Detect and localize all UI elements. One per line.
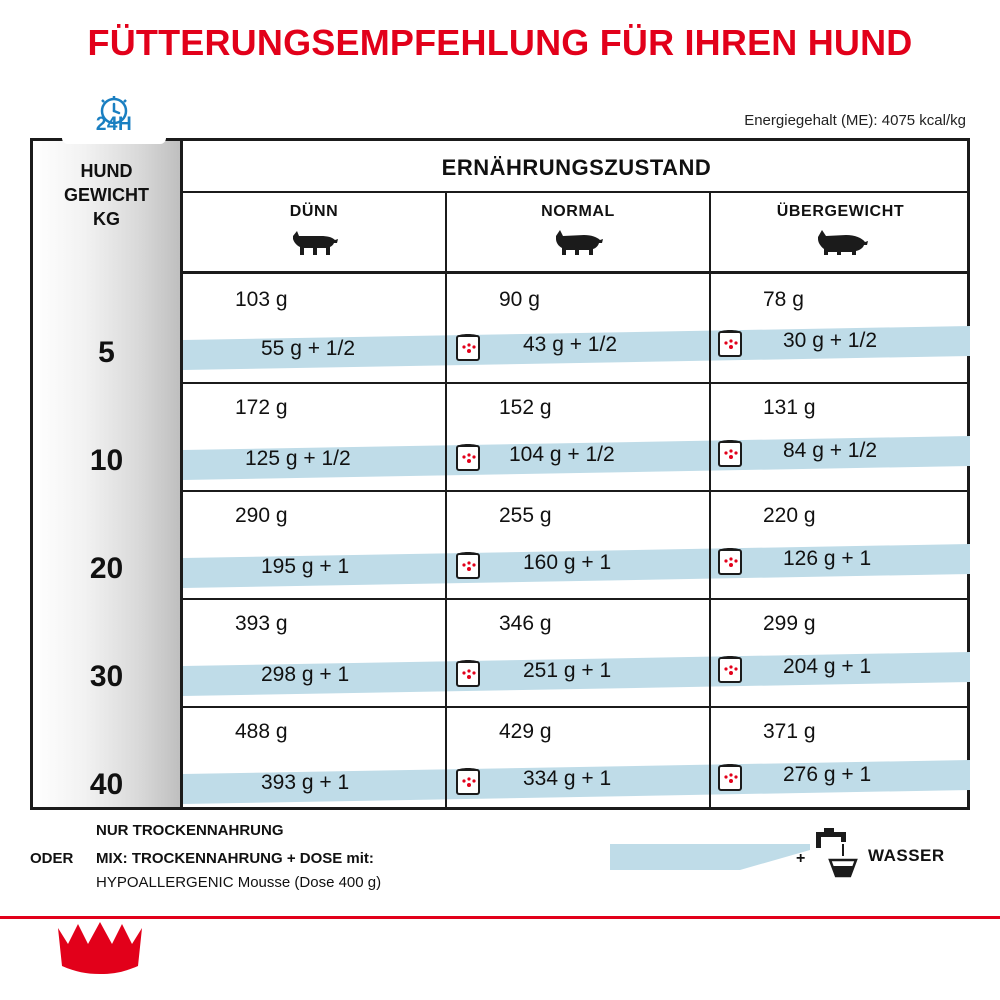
weight-header-line-3: KG [93, 209, 120, 229]
can-icon [717, 544, 743, 576]
legend-oder-label: ODER [30, 850, 74, 867]
page-title: FÜTTERUNGSEMPFEHLUNG FÜR IHREN HUND [87, 22, 913, 63]
footer-rule [0, 916, 1000, 919]
row-weight-20: 20 [89, 552, 124, 585]
mix-value-5-thin: 55 g + 1/2 [261, 337, 355, 360]
row-weight-30: 30 [89, 660, 124, 693]
mix-value-40-normal: 334 g + 1 [523, 767, 612, 790]
dry-value-10-normal: 152 g [499, 396, 552, 419]
condition-header-thin [183, 193, 445, 271]
legend-water-label: WASSER [868, 846, 945, 865]
mix-value-5-overweight: 30 g + 1/2 [783, 329, 877, 352]
dry-value-20-thin: 290 g [235, 504, 288, 527]
mix-value-20-overweight: 126 g + 1 [783, 547, 872, 570]
legend-blue-arrow [610, 844, 810, 870]
can-icon [455, 764, 481, 796]
can-icon [717, 326, 743, 358]
table-row-40 [183, 708, 970, 808]
row-weight-10: 10 [89, 444, 124, 477]
can-icon [455, 330, 481, 362]
mix-value-30-thin: 298 g + 1 [261, 663, 350, 686]
dry-value-30-normal: 346 g [499, 612, 552, 635]
condition-label-normal: NORMAL [541, 203, 615, 220]
dog-normal-icon [447, 227, 709, 262]
dry-value-40-normal: 429 g [499, 720, 552, 743]
mix-value-30-overweight: 204 g + 1 [783, 655, 872, 678]
mix-value-40-overweight: 276 g + 1 [783, 763, 872, 786]
dry-value-40-thin: 488 g [235, 720, 288, 743]
dog-overweight-icon [711, 227, 970, 262]
can-icon [717, 436, 743, 468]
header-vline-2 [709, 193, 711, 271]
header-vline-1 [445, 193, 447, 271]
legend-dry-only: NUR TROCKENNAHRUNG [96, 822, 284, 839]
dry-value-40-overweight: 371 g [763, 720, 816, 743]
legend-mix-line: MIX: TROCKENNAHRUNG + DOSE mit: [96, 850, 374, 867]
condition-label-overweight: ÜBERGEWICHT [776, 203, 905, 220]
legend-mix-sub: HYPOALLERGENIC Mousse (Dose 400 g) [96, 874, 382, 891]
dry-value-10-overweight: 131 g [763, 396, 816, 419]
dry-value-5-overweight: 78 g [763, 288, 804, 311]
mix-value-10-normal: 104 g + 1/2 [509, 443, 615, 466]
can-icon [455, 440, 481, 472]
dry-value-30-thin: 393 g [235, 612, 288, 635]
mix-value-10-overweight: 84 g + 1/2 [783, 439, 877, 462]
weight-column-header [33, 159, 180, 231]
can-icon [455, 548, 481, 580]
mix-value-10-thin: 125 g + 1/2 [245, 447, 351, 470]
mix-value-30-normal: 251 g + 1 [523, 659, 612, 682]
24h-badge [62, 98, 166, 144]
table-row-30 [183, 600, 970, 708]
energy-content-text: Energiegehalt (ME): 4075 kcal/kg [744, 112, 966, 129]
row-weight-5: 5 [98, 336, 115, 369]
body-vline-1 [445, 274, 447, 810]
mix-value-5-normal: 43 g + 1/2 [523, 333, 617, 356]
table-row-20 [183, 492, 970, 600]
dry-value-30-overweight: 299 g [763, 612, 816, 635]
dry-value-20-overweight: 220 g [763, 504, 816, 527]
body-vline-2 [709, 274, 711, 810]
feeding-table [30, 138, 970, 810]
dry-value-20-normal: 255 g [499, 504, 552, 527]
dog-thin-icon [183, 227, 445, 262]
water-tap-icon [812, 828, 860, 880]
mix-value-40-thin: 393 g + 1 [261, 771, 350, 794]
can-icon [717, 760, 743, 792]
dry-value-5-thin: 103 g [235, 288, 288, 311]
mix-value-20-thin: 195 g + 1 [261, 555, 350, 578]
legend-plus-sign: + [796, 850, 806, 867]
condition-header-overweight [711, 193, 970, 271]
can-icon [455, 656, 481, 688]
dry-value-5-normal: 90 g [499, 288, 540, 311]
legend-area [30, 812, 970, 904]
royal-canin-crown-logo [54, 922, 146, 980]
mix-value-20-normal: 160 g + 1 [523, 551, 612, 574]
row-weight-40: 40 [89, 768, 124, 801]
weight-header-line-1: HUND [80, 161, 133, 181]
weight-header-line-2: GEWICHT [64, 185, 149, 205]
nutrition-state-header: ERNÄHRUNGSZUSTAND [441, 155, 712, 180]
condition-header-normal [447, 193, 709, 271]
can-icon [717, 652, 743, 684]
table-row-5 [183, 274, 970, 382]
dry-value-10-thin: 172 g [235, 396, 288, 419]
condition-label-thin: DÜNN [289, 203, 339, 220]
table-row-10 [183, 384, 970, 492]
24h-badge-label: 24H [95, 114, 133, 135]
